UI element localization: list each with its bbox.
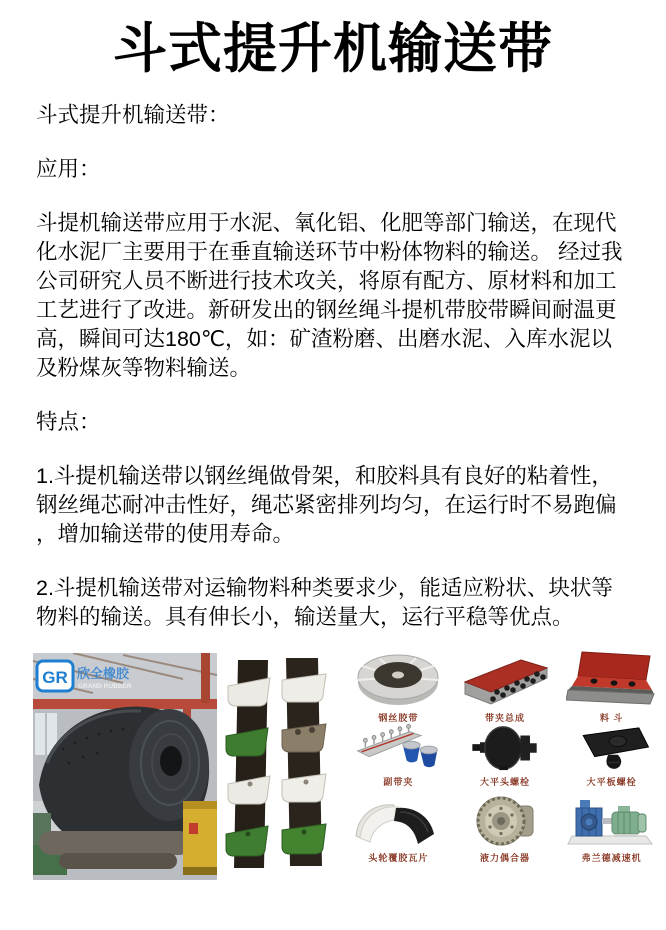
steel-wire-belt-icon: [352, 652, 444, 708]
flat-head-bolt-icon: [459, 724, 551, 772]
part-label: 副带夹: [383, 777, 414, 787]
steel-roller: [39, 831, 191, 855]
part-label: 大平板螺栓: [586, 777, 637, 787]
flender-reducer-icon: [566, 792, 658, 848]
bucket-display-board-photo: [224, 658, 344, 870]
body-paragraph-feature-2: 2.斗提机输送带对运输物料种类要求少，能适应粉状、块状等物料的输送。具有伸长小，输送量大，运行平稳等优点。: [36, 576, 613, 629]
part-cell-flat-plate-bolt: [558, 724, 665, 788]
logo-monogram: GR: [42, 668, 68, 687]
part-cell-head-pulley-rubber-tile: [345, 788, 452, 864]
body-paragraph-application-label: 应用：: [36, 157, 101, 181]
brand-logo: [37, 661, 132, 691]
factory-belt-roll-photo: [33, 653, 217, 880]
part-cell-steel-wire-belt: [345, 650, 452, 724]
belt-clamp-assembly-icon: [459, 652, 551, 708]
part-label: 弗兰德减速机: [581, 853, 642, 863]
logo-name-cn: 欣全橡胶: [77, 666, 130, 681]
product-description: [36, 101, 632, 657]
part-label: 头轮覆胶瓦片: [368, 853, 429, 863]
part-label: 料 斗: [599, 713, 624, 723]
body-paragraph-feature-1: 1.斗提机输送带以钢丝绳做骨架，和胶料具有良好的粘着性，钢丝绳芯耐冲击性好，绳芯紧密排列均匀，在运行时不易跑偏，增加输送带的使用寿命。: [36, 464, 617, 546]
body-paragraph-heading: 斗式提升机输送带：: [36, 103, 230, 127]
flat-plate-bolt-icon: [566, 724, 658, 772]
body-paragraph-application-text: 斗提机输送带应用于水泥、氧化铝、化肥等部门输送，在现代化水泥厂主要用于在垂直输送环节中粉体物料的输送。 经过我公司研究人员不断进行技术攻关，将原有配方、原材料和加工工艺进行了改进。新研发出的钢丝绳斗提机带胶带瞬间耐温更高，瞬间可达180℃，如：矿渣粉磨、出磨水泥、入库水泥以及粉煤灰等物料输送。: [36, 211, 623, 380]
part-label: 带夹总成: [484, 713, 525, 723]
hopper-icon: [566, 650, 658, 708]
part-label: 大平头螺栓: [479, 777, 530, 787]
part-label: 液力偶合器: [479, 853, 530, 863]
part-cell-fluid-coupling: [452, 788, 559, 864]
part-cell-flat-head-bolt: [452, 724, 559, 788]
page-title: 斗式提升机输送带: [113, 19, 553, 79]
parts-thumbnail-grid: [345, 650, 665, 864]
image-gallery: [0, 648, 666, 888]
auxiliary-belt-clamp-icon: [352, 724, 444, 772]
body-paragraph-features-label: 特点：: [36, 410, 101, 434]
part-cell-auxiliary-belt-clamp: [345, 724, 452, 788]
part-cell-flender-reducer: [558, 788, 665, 864]
head-pulley-rubber-tile-icon: [352, 796, 444, 848]
yellow-machine: [183, 801, 217, 875]
part-cell-belt-clamp-assembly: [452, 650, 559, 724]
logo-name-en: GRAND RUBBER: [78, 683, 132, 690]
part-cell-hopper: [558, 650, 665, 724]
fluid-coupling-icon: [459, 794, 551, 848]
part-label: 钢丝胶带: [378, 713, 419, 723]
